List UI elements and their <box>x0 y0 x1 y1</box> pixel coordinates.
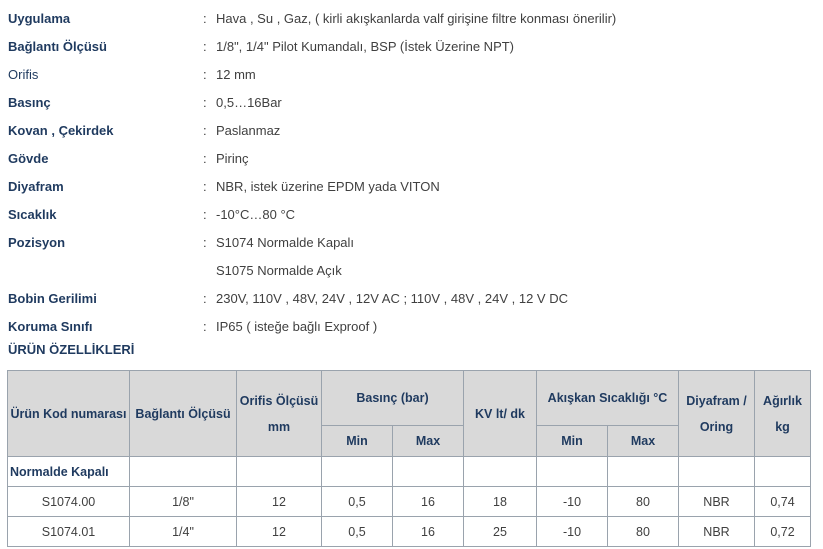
cell-pressure-max: 16 <box>393 517 464 547</box>
spec-label: Orifis <box>8 67 39 82</box>
spec-row-core <box>0 117 823 145</box>
cell-code: S1074.00 <box>8 487 130 517</box>
table-row <box>8 517 811 547</box>
cell-pressure-min: 0,5 <box>322 517 393 547</box>
header-pressure-min: Min <box>322 426 393 457</box>
cell-temp-min: -10 <box>537 487 608 517</box>
spec-row-position <box>0 229 823 257</box>
spec-label: Bobin Gerilimi <box>8 291 97 306</box>
header-pressure: Basınç (bar) <box>322 371 464 426</box>
header-orifice: Orifis Ölçüsü mm <box>237 371 322 457</box>
spec-row-coil-voltage <box>0 285 823 313</box>
spec-label: Koruma Sınıfı <box>8 319 93 334</box>
spec-label: Uygulama <box>8 11 71 26</box>
spec-colon: : <box>203 235 207 250</box>
spec-colon: : <box>203 11 207 26</box>
spec-label: Diyafram <box>8 179 64 194</box>
spec-row-pressure <box>0 89 823 117</box>
spec-value: -10°C…80 °C <box>216 207 296 222</box>
cell-pressure-min: 0,5 <box>322 487 393 517</box>
spec-label: Sıcaklık <box>8 207 57 222</box>
cell-kv: 18 <box>464 487 537 517</box>
spec-label: Pozisyon <box>8 235 66 250</box>
spec-value: Pirinç <box>216 151 249 166</box>
header-temp-max: Max <box>608 426 679 457</box>
header-pressure-max: Max <box>393 426 464 457</box>
spec-row-orifice <box>0 61 823 89</box>
table-header-row <box>8 371 811 426</box>
spec-label: Bağlantı Ölçüsü <box>8 39 107 54</box>
spec-label: Kovan , Çekirdek <box>8 123 114 138</box>
spec-value: 0,5…16Bar <box>216 95 282 110</box>
spec-colon: : <box>203 179 207 194</box>
spec-row-body <box>0 145 823 173</box>
header-weight: Ağırlık kg <box>755 371 811 457</box>
header-temp-min: Min <box>537 426 608 457</box>
spec-colon: : <box>203 291 207 306</box>
cell-weight: 0,72 <box>755 517 811 547</box>
spec-value: S1074 Normalde Kapalı <box>216 235 355 250</box>
spec-row-protection <box>0 313 823 341</box>
spec-row-connection <box>0 33 823 61</box>
spec-colon: : <box>203 67 207 82</box>
cell-kv: 25 <box>464 517 537 547</box>
spec-colon: : <box>203 95 207 110</box>
spec-row-diaphragm <box>0 173 823 201</box>
cell-orifice: 12 <box>237 517 322 547</box>
cell-pressure-max: 16 <box>393 487 464 517</box>
cell-connection: 1/8" <box>130 487 237 517</box>
spec-label: Gövde <box>8 151 49 166</box>
cell-temp-max: 80 <box>608 487 679 517</box>
cell-temp-max: 80 <box>608 517 679 547</box>
group-label: Normalde Kapalı <box>8 457 130 487</box>
spec-colon: : <box>203 123 207 138</box>
cell-weight: 0,74 <box>755 487 811 517</box>
spec-row-temperature <box>0 201 823 229</box>
cell-diaphragm: NBR <box>679 517 755 547</box>
spec-value: 1/8", 1/4" Pilot Kumandalı, BSP (İstek Üzerine NPT) <box>216 39 515 54</box>
spec-value: 230V, 110V , 48V, 24V , 12V AC ; 110V , 48V , 24V , 12 V DC <box>216 291 568 306</box>
table-group-row <box>8 457 811 487</box>
cell-diaphragm: NBR <box>679 487 755 517</box>
product-table <box>7 370 811 547</box>
spec-value: S1075 Normalde Açık <box>216 263 342 278</box>
spec-value: Paslanmaz <box>216 123 281 138</box>
header-kv: KV lt/ dk <box>464 371 537 457</box>
spec-colon: : <box>203 207 207 222</box>
spec-row-application <box>0 5 823 33</box>
header-product-code: Ürün Kod numarası <box>8 371 130 457</box>
spec-colon: : <box>203 39 207 54</box>
spec-colon: : <box>203 151 207 166</box>
spec-value: IP65 ( isteğe bağlı Exproof ) <box>216 319 378 334</box>
spec-colon: : <box>203 319 207 334</box>
spec-label: Basınç <box>8 95 51 110</box>
section-title: ÜRÜN ÖZELLİKLERİ <box>8 342 135 357</box>
spec-row-position-2 <box>0 257 823 285</box>
cell-code: S1074.01 <box>8 517 130 547</box>
cell-temp-min: -10 <box>537 517 608 547</box>
header-connection: Bağlantı Ölçüsü <box>130 371 237 457</box>
cell-orifice: 12 <box>237 487 322 517</box>
table-row <box>8 487 811 517</box>
cell-connection: 1/4" <box>130 517 237 547</box>
header-diaphragm: Diyafram / Oring <box>679 371 755 457</box>
header-temperature: Akışkan Sıcaklığı °C <box>537 371 679 426</box>
spec-value: Hava , Su , Gaz, ( kirli akışkanlarda valf girişine filtre konması önerilir) <box>216 11 617 26</box>
spec-value: NBR, istek üzerine EPDM yada VITON <box>216 179 440 194</box>
spec-value: 12 mm <box>216 67 256 82</box>
